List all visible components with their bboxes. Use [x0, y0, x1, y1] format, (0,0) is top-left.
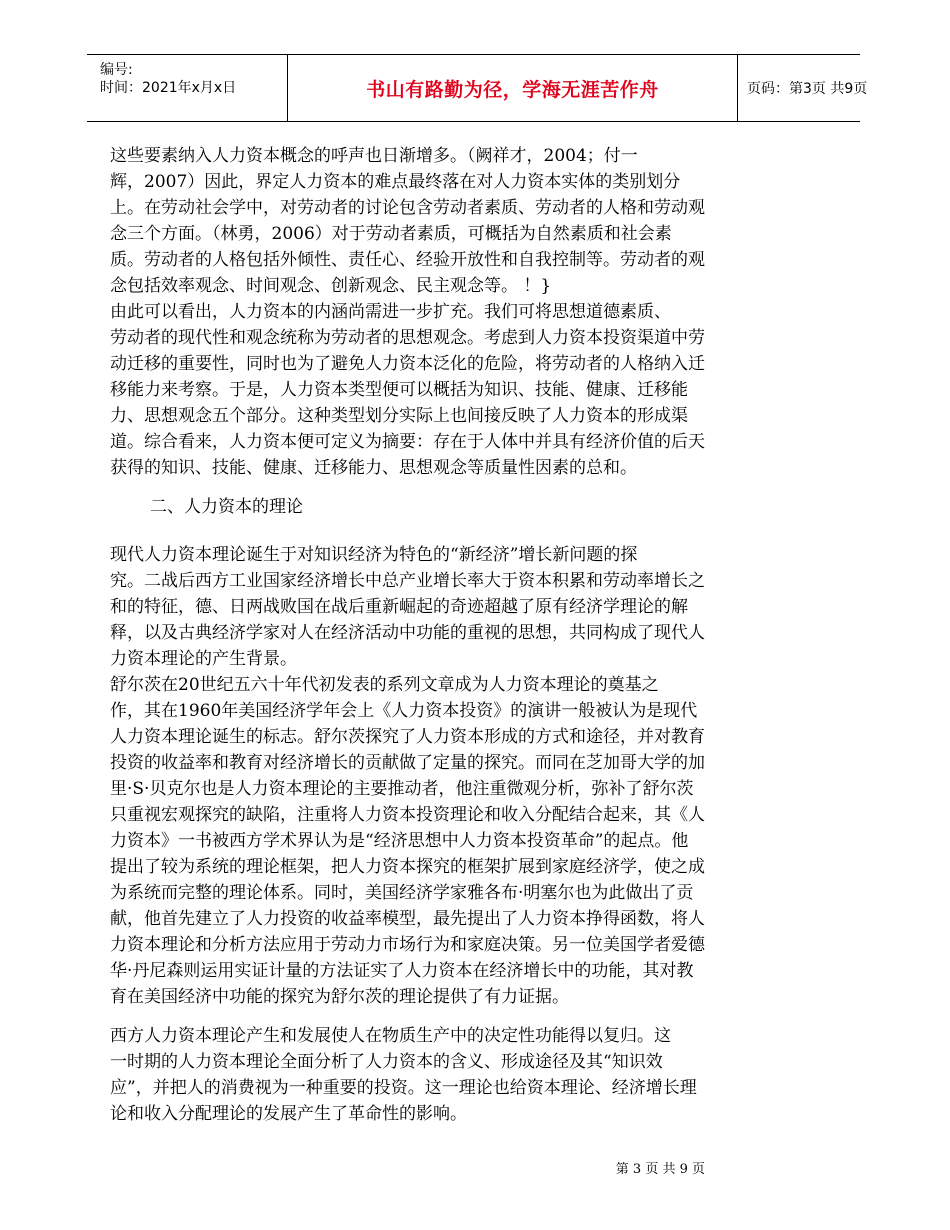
header-motto: 书山有路勤为径，学海无涯苦作舟: [366, 78, 659, 101]
body-line: 力资本理论的产生背景。: [110, 649, 297, 669]
header-meta: [87, 55, 287, 121]
body-line: 只重视宏观探究的缺陷，注重将人力资本投资理论和收入分配结合起来，其《人: [110, 805, 705, 825]
body-line: 动迁移的重要性，同时也为了避免人力资本泛化的危险，将劳动者的人格纳入迁: [110, 354, 705, 374]
body-line: 移能力来考察。于是，人力资本类型便可以概括为知识、技能、健康、迁移能: [110, 380, 688, 400]
page-header: [87, 54, 868, 122]
body-line: 作，其在1960年美国经济学年会上《人力资本投资》的演讲一般被认为是现代: [110, 701, 698, 721]
section-heading: 二、人力资本的理论: [150, 497, 303, 517]
body-line: 应”，并把人的消费视为一种重要的投资。这一理论也给资本理论、经济增长理: [110, 1078, 697, 1098]
body-line: 华·丹尼森则运用实证计量的方法证实了人力资本在经济增长中的功能，其对教: [110, 961, 694, 981]
body-line: 劳动者的现代性和观念统称为劳动者的思想观念。考虑到人力资本投资渠道中劳: [110, 328, 705, 348]
document-time-label: 时间：2021年x月x日: [100, 80, 237, 96]
header-page-info: 页码：第3页 共9页: [747, 81, 868, 97]
body-line: 辉，2007）因此，界定人力资本的难点最终落在对人力资本实体的类别划分: [110, 172, 681, 192]
body-line: 念三个方面。（林勇，2006）对于劳动者素质，可概括为自然素质和社会素: [110, 224, 672, 244]
body-line: 育在美国经济中功能的探究为舒尔茨的理论提供了有力证据。: [110, 987, 569, 1007]
body-line: 舒尔茨在20世纪五六十年代初发表的系列文章成为人力资本理论的奠基之: [110, 675, 659, 695]
body-line: 西方人力资本理论产生和发展使人在物质生产中的决定性功能得以复归。这: [110, 1026, 671, 1046]
body-line: 道。综合看来，人力资本便可定义为摘要：存在于人体中并具有经济价值的后天: [110, 432, 705, 452]
body-line: 献，他首先建立了人力投资的收益率模型，最先提出了人力资本挣得函数，将人: [110, 909, 705, 929]
body-line: 人力资本理论诞生的标志。舒尔茨探究了人力资本形成的方式和途径，并对教育: [110, 727, 705, 747]
body-line: 一时期的人力资本理论全面分析了人力资本的含义、形成途径及其“知识效: [110, 1052, 663, 1072]
body-line: 获得的知识、技能、健康、迁移能力、思想观念等质量性因素的总和。: [110, 458, 637, 478]
body-line: 力资本》一书被西方学术界认为是“经济思想中人力资本投资革命”的起点。他: [110, 831, 689, 851]
header-motto-cell: [287, 55, 738, 121]
body-line: 为系统而完整的理论体系。同时，美国经济学家雅各布·明塞尔也为此做出了贡: [110, 883, 694, 903]
body-line: 现代人力资本理论诞生于对知识经济为特色的“新经济”增长新问题的探: [110, 545, 638, 565]
body-line: 念包括效率观念、时间观念、创新观念、民主观念等。 ！}: [110, 276, 552, 296]
body-line: 这些要素纳入人力资本概念的呼声也日渐增多。（阙祥才，2004；付一: [110, 146, 638, 166]
body-line: 究。二战后西方工业国家经济增长中总产业增长率大于资本积累和劳动率增长之: [110, 571, 705, 591]
header-page-cell: [737, 55, 868, 121]
body-line: 投资的收益率和教育对经济增长的贡献做了定量的探究。而同在芝加哥大学的加: [110, 753, 705, 773]
footer-page-number: 第 3 页 共 9 页: [615, 1162, 705, 1177]
body-line: 上。在劳动社会学中，对劳动者的讨论包含劳动者素质、劳动者的人格和劳动观: [110, 198, 705, 218]
body-line: 提出了较为系统的理论框架，把人力资本探究的框架扩展到家庭经济学，使之成: [110, 857, 705, 877]
document-number-label: 编号:: [100, 62, 133, 78]
body-line: 力、思想观念五个部分。这种类型划分实际上也间接反映了人力资本的形成渠: [110, 406, 688, 426]
body-line: 由此可以看出，人力资本的内涵尚需进一步扩充。我们可将思想道德素质、: [110, 302, 671, 322]
body-line: 里·S·贝克尔也是人力资本理论的主要推动者，他注重微观分析，弥补了舒尔茨: [110, 779, 694, 799]
body-line: 论和收入分配理论的发展产生了革命性的影响。: [110, 1104, 467, 1124]
body-line: 释，以及古典经济学家对人在经济活动中功能的重视的思想，共同构成了现代人: [110, 623, 705, 643]
body-line: 质。劳动者的人格包括外倾性、责任心、经验开放性和自我控制等。劳动者的观: [110, 250, 705, 270]
body-line: 和的特征，德、日两战败国在战后重新崛起的奇迹超越了原有经济学理论的解: [110, 597, 688, 617]
body-line: 力资本理论和分析方法应用于劳动力市场行为和家庭决策。另一位美国学者爱德: [110, 935, 705, 955]
